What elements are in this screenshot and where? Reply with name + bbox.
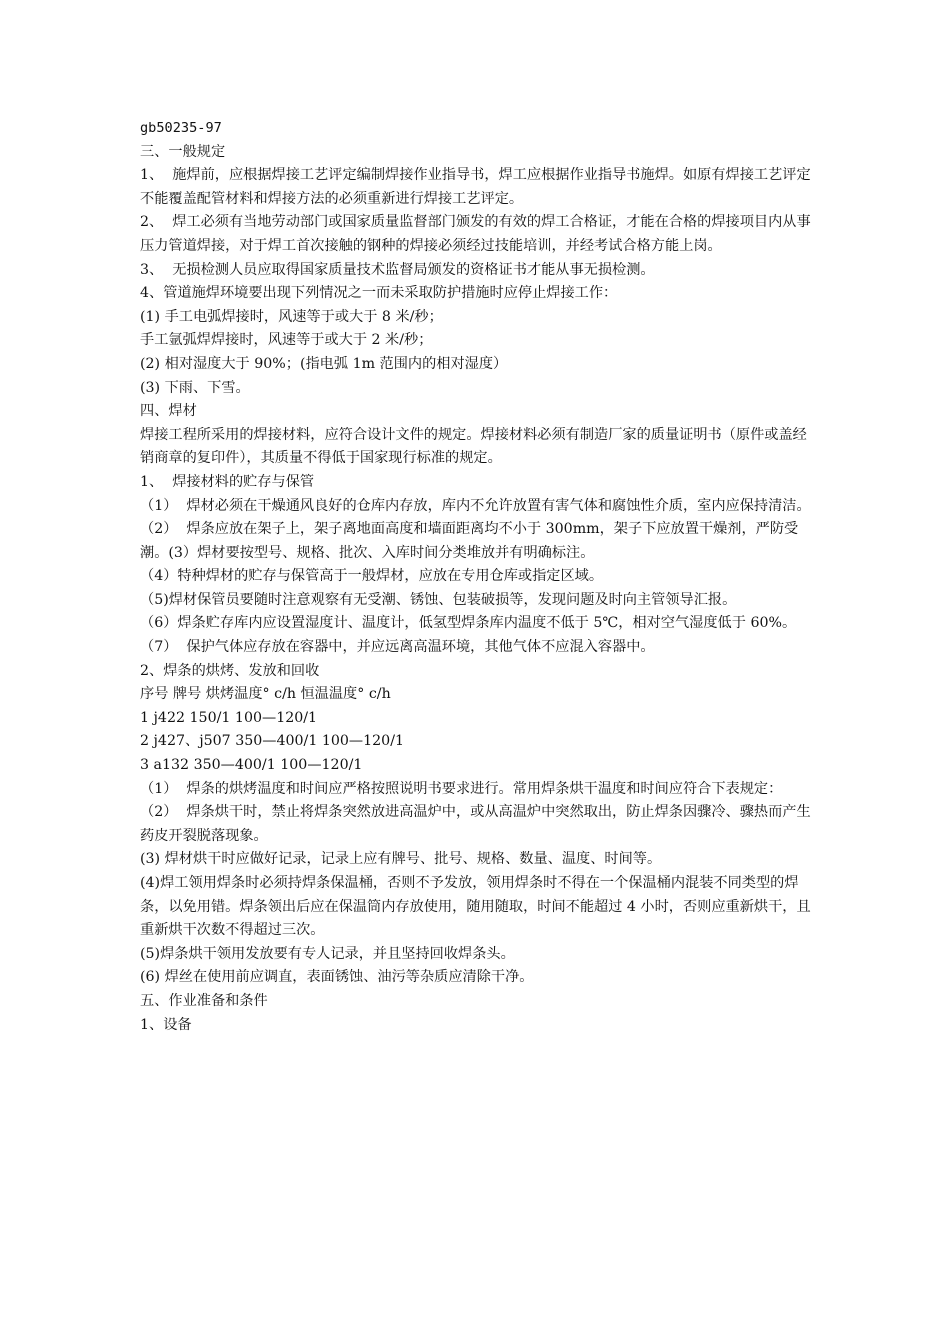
subheading: 1、设备 — [140, 1016, 192, 1033]
table-row: 1 j422 150/1 100—120/1 — [140, 709, 318, 726]
section-heading-preparation: 五、作业准备和条件 — [140, 992, 268, 1009]
list-item: (5)焊条烘干领用发放要有专人记录，并且坚持回收焊条头。 — [140, 945, 515, 962]
paragraph: 2、 焊工必须有当地劳动部门或国家质量监督部门颁发的有效的焊工合格证，才能在合格的焊接项目内从事压力管道焊接，对于焊工首次接触的钢种的焊接必须经过技能培训，并经考试合格方能上岗。 — [140, 214, 811, 254]
list-item: (3) 焊材烘干时应做好记录，记录上应有牌号、批号、规格、数量、温度、时间等。 — [140, 851, 662, 868]
paragraph: 焊接工程所采用的焊接材料，应符合设计文件的规定。焊接材料必须有制造厂家的质量证明书（原件或盖经销商章的复印件），其质量不得低于国家现行标准的规定。 — [140, 426, 807, 467]
list-item: （6）焊条贮存库内应设置湿度计、温度计，低氢型焊条库内温度不低于 5℃，相对空气湿度低于 60%。 — [140, 615, 797, 632]
table-row: 2 j427、j507 350—400/1 100—120/1 — [140, 733, 405, 750]
table-header-row: 序号 牌号 烘烤温度° c/h 恒温温度° c/h — [140, 686, 391, 703]
list-item: (2) 相对湿度大于 90%；(指电弧 1m 范围内的相对湿度） — [140, 355, 508, 372]
list-item: （5)焊材保管员要随时注意观察有无受潮、锈蚀、包装破损等，发现问题及时向主管领导汇报。 — [140, 591, 737, 608]
section-heading-general: 三、一般规定 — [140, 143, 226, 160]
paragraph: 3、 无损检测人员应取得国家质量技术监督局颁发的资格证书才能从事无损检测。 — [140, 261, 655, 278]
table-row: 3 a132 350—400/1 100—120/1 — [140, 757, 363, 774]
list-item: （2） 焊条烘干时，禁止将焊条突然放进高温炉中，或从高温炉中突然取出，防止焊条因骤冷、骤热而产生药皮开裂脱落现象。 — [140, 804, 811, 844]
list-item: 手工氩弧焊焊接时，风速等于或大于 2 米/秒； — [140, 332, 433, 349]
document-page — [140, 117, 816, 1037]
subheading: 2、焊条的烘烤、发放和回收 — [140, 662, 320, 679]
list-item: (3) 下雨、下雪。 — [140, 379, 250, 396]
document-code: gb50235-97 — [140, 120, 222, 136]
list-item: (6) 焊丝在使用前应调直，表面锈蚀、油污等杂质应清除干净。 — [140, 969, 534, 986]
list-item: (1) 手工电弧焊接时，风速等于或大于 8 米/秒； — [140, 308, 443, 325]
paragraph: 4、管道施焊环境要出现下列情况之一而未采取防护措施时应停止焊接工作： — [140, 285, 618, 302]
paragraph: 1、 施焊前，应根据焊接工艺评定编制焊接作业指导书，焊工应根据作业指导书施焊。如原有焊接工艺评定不能覆盖配管材料和焊接方法的必须重新进行焊接工艺评定。 — [140, 167, 811, 207]
list-item: （2） 焊条应放在架子上，架子离地面高度和墙面距离均不小于 300mm，架子下应放置干燥剂，严防受潮。(3）焊材要按型号、规格、批次、入库时间分类堆放并有明确标注。 — [140, 521, 799, 561]
list-item: （1） 焊条的烘烤温度和时间应严格按照说明书要求进行。常用焊条烘干温度和时间应符合下表规定： — [140, 780, 783, 797]
section-heading-materials: 四、焊材 — [140, 403, 197, 420]
list-item: （4）特种焊材的贮存与保管高于一般焊材，应放在专用仓库或指定区域。 — [140, 568, 604, 585]
list-item: （1） 焊材必须在干燥通风良好的仓库内存放，库内不允许放置有害气体和腐蚀性介质，室内应保持清洁。 — [140, 497, 811, 514]
list-item: (4)焊工领用焊条时必须持焊条保温桶，否则不予发放，领用焊条时不得在一个保温桶内混装不同类型的焊条，以免用错。焊条领出后应在保温筒内存放使用，随用随取，时间不能超过 4 小时，否则应重新烘干，且重新烘干次数不得超过三次。 — [140, 875, 811, 939]
list-item: （7） 保护气体应存放在容器中，并应远离高温环境，其他气体不应混入容器中。 — [140, 639, 655, 656]
subheading: 1、 焊接材料的贮存与保管 — [140, 473, 315, 490]
